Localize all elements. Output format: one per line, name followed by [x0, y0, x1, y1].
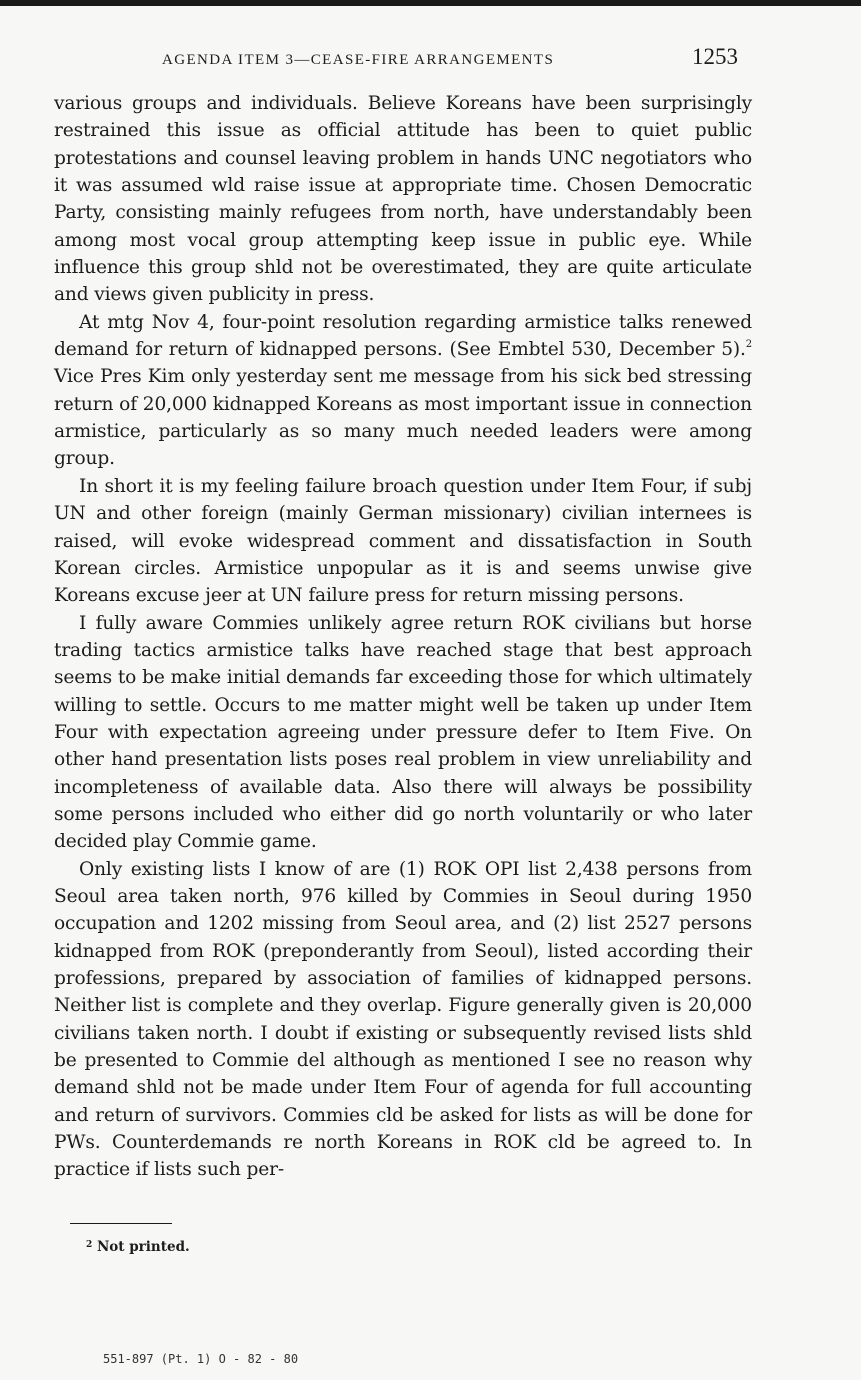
- footnote-reference: 2: [745, 339, 752, 351]
- scan-top-border: [0, 0, 861, 6]
- running-title: AGENDA ITEM 3—CEASE-FIRE ARRANGEMENTS: [162, 52, 555, 68]
- paragraph-5: Only existing lists I know of are (1) ROK OPI list 2,438 persons from Seoul area taken north, 976 killed by Commies in Seoul during 1950 occupation and 1202 missing from Seoul area, and (2) list 2527 persons kidnapped from ROK (preponderantly from Seoul), listed according their professions, prepared by association of families of kidnapped persons. Neither list is complete and they overlap. Figure generally given is 20,000 civilians taken north. I doubt if existing or subsequently revised lists shld be presented to Commie del although as mentioned I see no reason why demand shld not be made under Item Four of agenda for full accounting and return of survivors. Commies cld be asked for lists as will be done for PWs. Counterdemands re north Koreans in ROK cld be agreed to. In practice if lists such per-: [54, 858, 752, 1181]
- paragraph-2-text-continued: Vice Pres Kim only yesterday sent me message from his sick bed stressing return of 20,000 kidnapped Koreans as most important issue in connection armistice, particularly as so many much needed leaders were among group.: [54, 366, 752, 470]
- page-header: [54, 44, 746, 74]
- paragraph-2-text: At mtg Nov 4, four-point resolution regarding armistice talks renewed demand for return of kidnapped persons. (See Embtel 530, December 5).: [54, 311, 752, 361]
- paragraph-3: In short it is my feeling failure broach question under Item Four, if subj UN and other foreign (mainly German missionary) civilian internees is raised, will evoke widespread comment and dissatisfaction in South Korean circles. Armistice unpopular as it is and seems unwise give Koreans excuse jeer at UN failure press for return missing persons.: [54, 475, 752, 607]
- body-text: [54, 90, 752, 1184]
- footnote: [86, 1239, 190, 1255]
- footnote-divider: [70, 1223, 172, 1224]
- paragraph-4: I fully aware Commies unlikely agree return ROK civilians but horse trading tactics armistice talks have reached stage that best approach seems to be make initial demands far exceeding those for which ultimately willing to settle. Occurs to me matter might well be taken up under Item Four with expectation agreeing under pressure defer to Item Five. On other hand presentation lists poses real problem in view unreliability and incompleteness of available data. Also there will always be possibility some persons included who either did go north voluntarily or who later decided play Commie game.: [54, 612, 752, 853]
- footnote-text: Not printed.: [92, 1239, 190, 1255]
- page-number: 1253: [692, 44, 738, 69]
- paragraph-2: [54, 309, 752, 473]
- footnote-mark: 2: [86, 1240, 93, 1250]
- print-code: 551-897 (Pt. 1) O - 82 - 80: [103, 1352, 299, 1366]
- paragraph-1: various groups and individuals. Believe Koreans have been surprisingly restrained this issue as official attitude has been to quiet public protestations and counsel leaving problem in hands UNC negotiators who it was assumed wld raise issue at appropriate time. Chosen Democratic Party, consisting mainly refugees from north, have understandably been among most vocal group attempting keep issue in public eye. While influence this group shld not be overestimated, they are quite articulate and views given publicity in press.: [54, 93, 752, 306]
